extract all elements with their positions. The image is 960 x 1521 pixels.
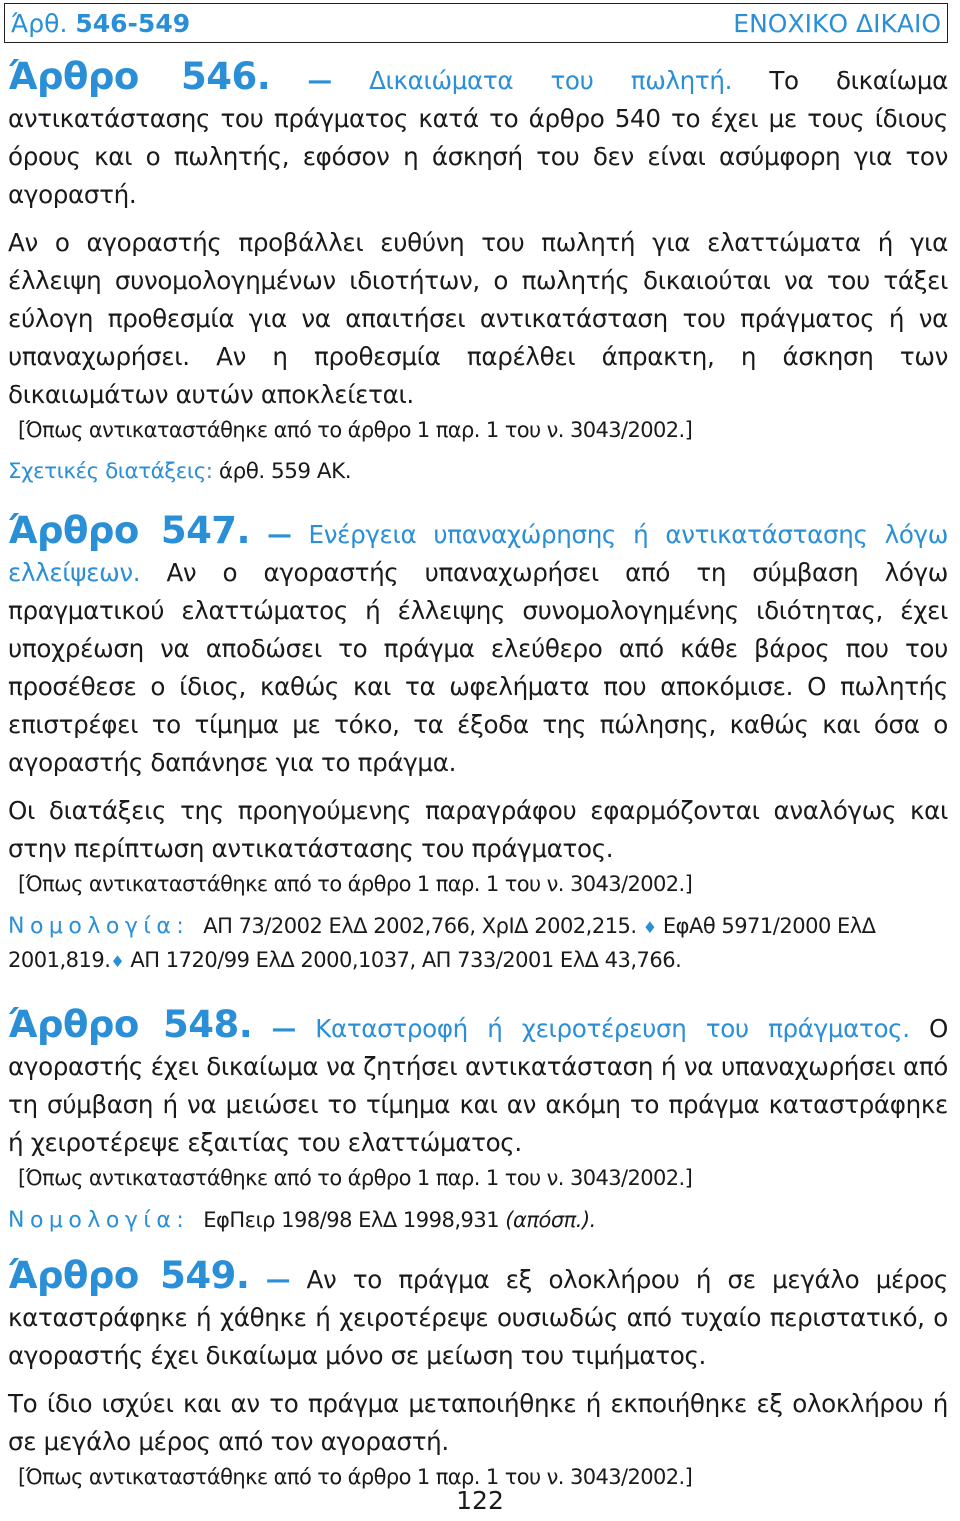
article-547-paragraph-2: Οι διατάξεις της προηγούμενης παραγράφου εφαρμόζονται αναλόγως και στην περίπτωση αντικατάστασης του πράγματος. [8, 796, 948, 863]
article-549-dash: — [265, 1265, 291, 1294]
article-547-dash: — [267, 520, 292, 549]
article-549-text-1: Αν το πράγμα εξ ολοκλήρου ή σε μεγάλο μέρος καταστράφηκε ή χάθηκε ή χειροτέρεψε ουσιωδώς από τυχαίο περιστατικό, ο αγοραστής έχει δικαίωμα μόνο σε μείωση του τιμήματος. [8, 1265, 949, 1370]
article-546-title: Άρθρο 546. [8, 55, 271, 98]
article-549-paragraph-2: Το ίδιο ισχύει και αν το πράγμα μεταποιήθηκε ή εκποιήθηκε εξ ολοκλήρου ή σε μεγάλο μέρος από τον αγοραστή. [8, 1389, 948, 1456]
header-article-range: Άρθ. 546-549 [11, 8, 191, 38]
article-546-paragraph-1 [8, 55, 949, 214]
page-number: 122 [456, 1486, 504, 1515]
article-547-jurisprudence [8, 910, 948, 978]
article-547-subtitle: Ενέργεια υπαναχώρησης ή αντικατάστασης λόγω ελλείψεων. [8, 520, 948, 587]
article-546-dash: — [307, 66, 332, 95]
article-548-subtitle: Καταστροφή ή χειροτέρευση του πράγματος. [315, 1014, 910, 1043]
related-provisions-label: Σχετικές διατάξεις: [8, 459, 213, 484]
article-548-jurisprudence [8, 1204, 948, 1237]
article-547-amendment-note: [Όπως αντικαταστάθηκε από το άρθρο 1 παρ. 1 του ν. 3043/2002.] [18, 872, 693, 896]
article-546-paragraph-2: Αν ο αγοραστής προβάλλει ευθύνη του πωλητή για ελαττώματα ή για έλλειψη συνομολογημένων ιδιοτήτων, ο πωλητής δικαιούται να του τάξει εύλογη προθεσμία για να απαιτήσει αντικατάσταση του πράγματος ή να υπαναχωρήσει. Αν η προθεσμία παρέλθει άπρακτη, η άσκηση των δικαιωμάτων αυτών αποκλείεται. [8, 228, 948, 409]
jurisprudence-entry: ΕφΑθ 5971/2000 ΕλΔ 2001,819. [8, 914, 876, 972]
article-549-amendment-note: [Όπως αντικαταστάθηκε από το άρθρο 1 παρ. 1 του ν. 3043/2002.] [18, 1465, 693, 1489]
article-548-title: Άρθρο 548. [8, 1003, 253, 1046]
article-546-amendment-note: [Όπως αντικαταστάθηκε από το άρθρο 1 παρ. 1 του ν. 3043/2002.] [18, 418, 693, 442]
related-provisions-value: άρθ. 559 ΑΚ. [218, 459, 352, 484]
article-548-dash: — [271, 1014, 296, 1043]
article-547-paragraph-1 [8, 509, 948, 782]
page-body [8, 55, 949, 1493]
article-547-title: Άρθρο 547. [8, 509, 251, 552]
diamond-icon: ♦ [110, 952, 125, 971]
diamond-icon: ♦ [642, 918, 657, 937]
article-549-paragraph-1 [8, 1254, 949, 1375]
jurisprudence-label: Νομολογία: [8, 1208, 190, 1233]
article-546-related-provisions [8, 452, 948, 492]
jurisprudence-entry-note: (απόσπ.). [505, 1208, 596, 1232]
article-546-subtitle: Δικαιώματα του πωλητή. [369, 66, 733, 95]
article-548-paragraph-1 [8, 1003, 949, 1162]
jurisprudence-entry: ΑΠ 73/2002 ΕλΔ 2002,766, ΧρΙΔ 2002,215. [203, 914, 637, 938]
jurisprudence-label: Νομολογία: [8, 914, 190, 939]
jurisprudence-entry: ΕφΠειρ 198/98 ΕλΔ 1998,931 [203, 1208, 500, 1232]
article-547-text-1: Αν ο αγοραστής υπαναχωρήσει από τη σύμβαση λόγω πραγματικού ελαττώματος ή έλλειψης συνομολογημένης ιδιότητας, έχει υποχρέωση να αποδώσει το πράγμα ελεύθερο από κάθε βάρος που του προσέθεσε ο ίδιος, καθώς και τα ωφελήματα που αποκόμισε. Ο πωλητής επιστρέφει το τίμημα με τόκο, τα έξοδα της πώλησης, καθώς και όσα ο αγοραστής δαπάνησε για το πράγμα. [8, 558, 948, 777]
article-548-amendment-note: [Όπως αντικαταστάθηκε από το άρθρο 1 παρ. 1 του ν. 3043/2002.] [18, 1166, 693, 1190]
jurisprudence-entry: ΑΠ 1720/99 ΕλΔ 2000,1037, ΑΠ 733/2001 ΕλΔ 43,766. [130, 948, 682, 972]
article-549-title: Άρθρο 549. [8, 1254, 250, 1297]
header-section-title: ΕΝΟΧΙΚΟ ΔΙΚΑΙΟ [733, 8, 941, 38]
article-546-text-1: Το δικαίωμα αντικατάστασης του πράγματος κατά το άρθρο 540 το έχει με τους ίδιους όρους και ο πωλητής, εφόσον η άσκησή του δεν είναι ασύμφορη για τον αγοραστή. [8, 66, 949, 209]
article-548-text-1: Ο αγοραστής έχει δικαίωμα να ζητήσει αντικατάσταση ή να υπαναχωρήσει από τη σύμβαση ή να μειώσει το τίμημα και αν ακόμη το πράγμα καταστράφηκε ή χειροτέρεψε εξαιτίας του ελαττώματος. [8, 1014, 949, 1157]
running-header [4, 3, 948, 43]
